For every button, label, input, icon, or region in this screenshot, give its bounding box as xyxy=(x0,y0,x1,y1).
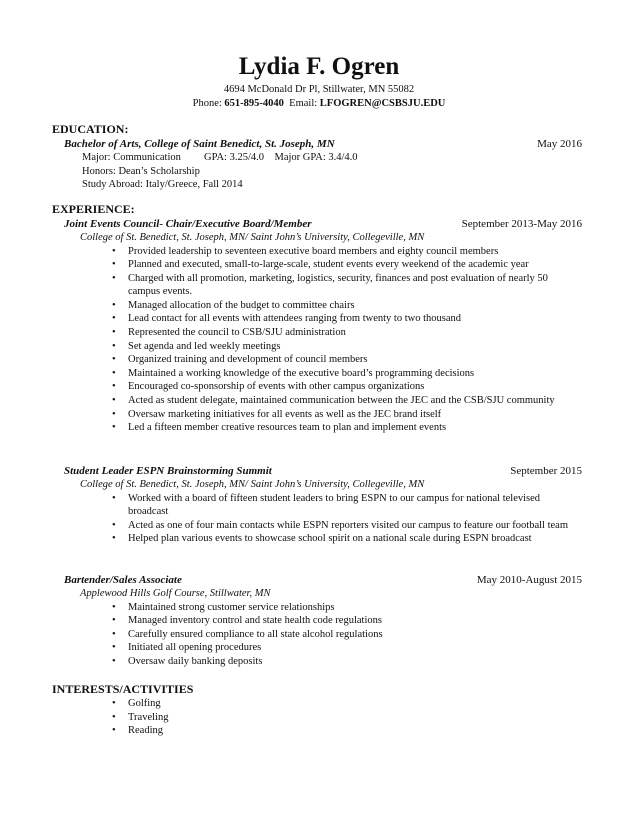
degree-date: May 2016 xyxy=(537,138,582,150)
list-item: • Initiated all opening procedures xyxy=(112,641,582,655)
major: Major: Communication xyxy=(82,152,181,163)
list-item: • Lead contact for all events with attendees ranging from twenty to two thousand xyxy=(112,312,582,326)
list-item: • Worked with a board of fifteen student leaders to bring ESPN to our campus for national televised broadcast xyxy=(112,492,582,519)
job-bullets xyxy=(52,492,582,546)
job-org: Applewood Hills Golf Course, Stillwater, MN xyxy=(80,588,271,599)
honors: Honors: Dean’s Scholarship xyxy=(82,165,200,177)
gpa: GPA: 3.25/4.0 Major GPA: 3.4/4.0 xyxy=(204,152,358,163)
section-title-education: EDUCATION: xyxy=(52,122,129,136)
email-address: LFOGREN@CSBSJU.EDU xyxy=(319,98,446,109)
list-item: • Represented the council to CSB/SJU administration xyxy=(112,326,582,340)
list-item: • Carefully ensured compliance to all state alcohol regulations xyxy=(112,628,582,642)
list-item: • Reading xyxy=(112,724,582,738)
job-date: September 2015 xyxy=(510,465,582,477)
phone-label: Phone: xyxy=(192,98,222,109)
interests-section xyxy=(52,682,582,738)
list-item: • Encouraged co-sponsorship of events with other campus organizations xyxy=(112,380,582,394)
experience-section xyxy=(52,202,582,435)
job-bullets xyxy=(52,245,582,435)
resume-header xyxy=(0,0,638,111)
list-item: • Traveling xyxy=(112,711,582,725)
job-title-row xyxy=(52,464,582,478)
job-title: Student Leader ESPN Brainstorming Summit xyxy=(64,465,272,477)
job-title-row xyxy=(52,217,582,231)
education-section xyxy=(52,122,582,192)
degree: Bachelor of Arts, College of Saint Benedict, St. Joseph, MN xyxy=(64,138,335,150)
study-abroad: Study Abroad: Italy/Greece, Fall 2014 xyxy=(82,179,243,190)
job-title-row xyxy=(52,573,582,587)
email-label: Email: xyxy=(289,98,318,109)
list-item: • Managed inventory control and state health code regulations xyxy=(112,614,582,628)
list-item: • Managed allocation of the budget to committee chairs xyxy=(112,299,582,313)
list-item: • Provided leadership to seventeen executive board members and eighty council members xyxy=(112,245,582,259)
list-item: • Set agenda and led weekly meetings xyxy=(112,340,582,354)
list-item: • Helped plan various events to showcase school spirit on a national scale during ESPN broadcast xyxy=(112,532,582,546)
candidate-name: Lydia F. Ogren xyxy=(238,53,400,80)
list-item: • Golfing xyxy=(112,697,582,711)
job-org: College of St. Benedict, St. Joseph, MN/ Saint John’s University, Collegeville, MN xyxy=(80,232,425,243)
list-item: • Led a fifteen member creative resources team to plan and implement events xyxy=(112,421,582,435)
address: 4694 McDonald Dr Pl, Stillwater, MN 55082 xyxy=(223,84,415,95)
job-title: Bartender/Sales Associate xyxy=(64,574,182,586)
list-item: • Oversaw marketing initiatives for all events as well as the JEC brand itself xyxy=(112,408,582,422)
major-row xyxy=(52,151,582,165)
job-entry-bartender xyxy=(52,573,582,668)
job-title: Joint Events Council- Chair/Executive Board/Member xyxy=(64,218,312,230)
list-item: • Acted as student delegate, maintained communication between the JEC and the CSB/SJU community xyxy=(112,394,582,408)
phone-number: 651-895-4040 xyxy=(224,98,284,109)
contact-line xyxy=(0,97,638,111)
degree-row xyxy=(52,137,582,151)
list-item: • Organized training and development of council members xyxy=(112,353,582,367)
list-item: • Charged with all promotion, marketing, logistics, security, finances and post evaluation of nearly 50 campus events. xyxy=(112,272,582,299)
list-item: • Maintained a working knowledge of the executive board’s programming decisions xyxy=(112,367,582,381)
list-item: • Planned and executed, small-to-large-scale, student events every weekend of the academic year xyxy=(112,258,582,272)
list-item: • Maintained strong customer service relationships xyxy=(112,601,582,615)
interests-list xyxy=(52,697,582,738)
job-bullets xyxy=(52,601,582,669)
job-entry-espn xyxy=(52,464,582,546)
job-date: May 2010-August 2015 xyxy=(476,574,582,586)
section-title-experience: EXPERIENCE: xyxy=(52,202,135,216)
section-title-interests: INTERESTS/ACTIVITIES xyxy=(52,682,194,696)
list-item: • Acted as one of four main contacts while ESPN reporters visited our campus to feature our football team xyxy=(112,519,582,533)
job-date: September 2013-May 2016 xyxy=(461,218,582,230)
job-entry xyxy=(52,217,582,435)
list-item: • Oversaw daily banking deposits xyxy=(112,655,582,669)
job-org: College of St. Benedict, St. Joseph, MN/ Saint John’s University, Collegeville, MN xyxy=(80,479,425,490)
